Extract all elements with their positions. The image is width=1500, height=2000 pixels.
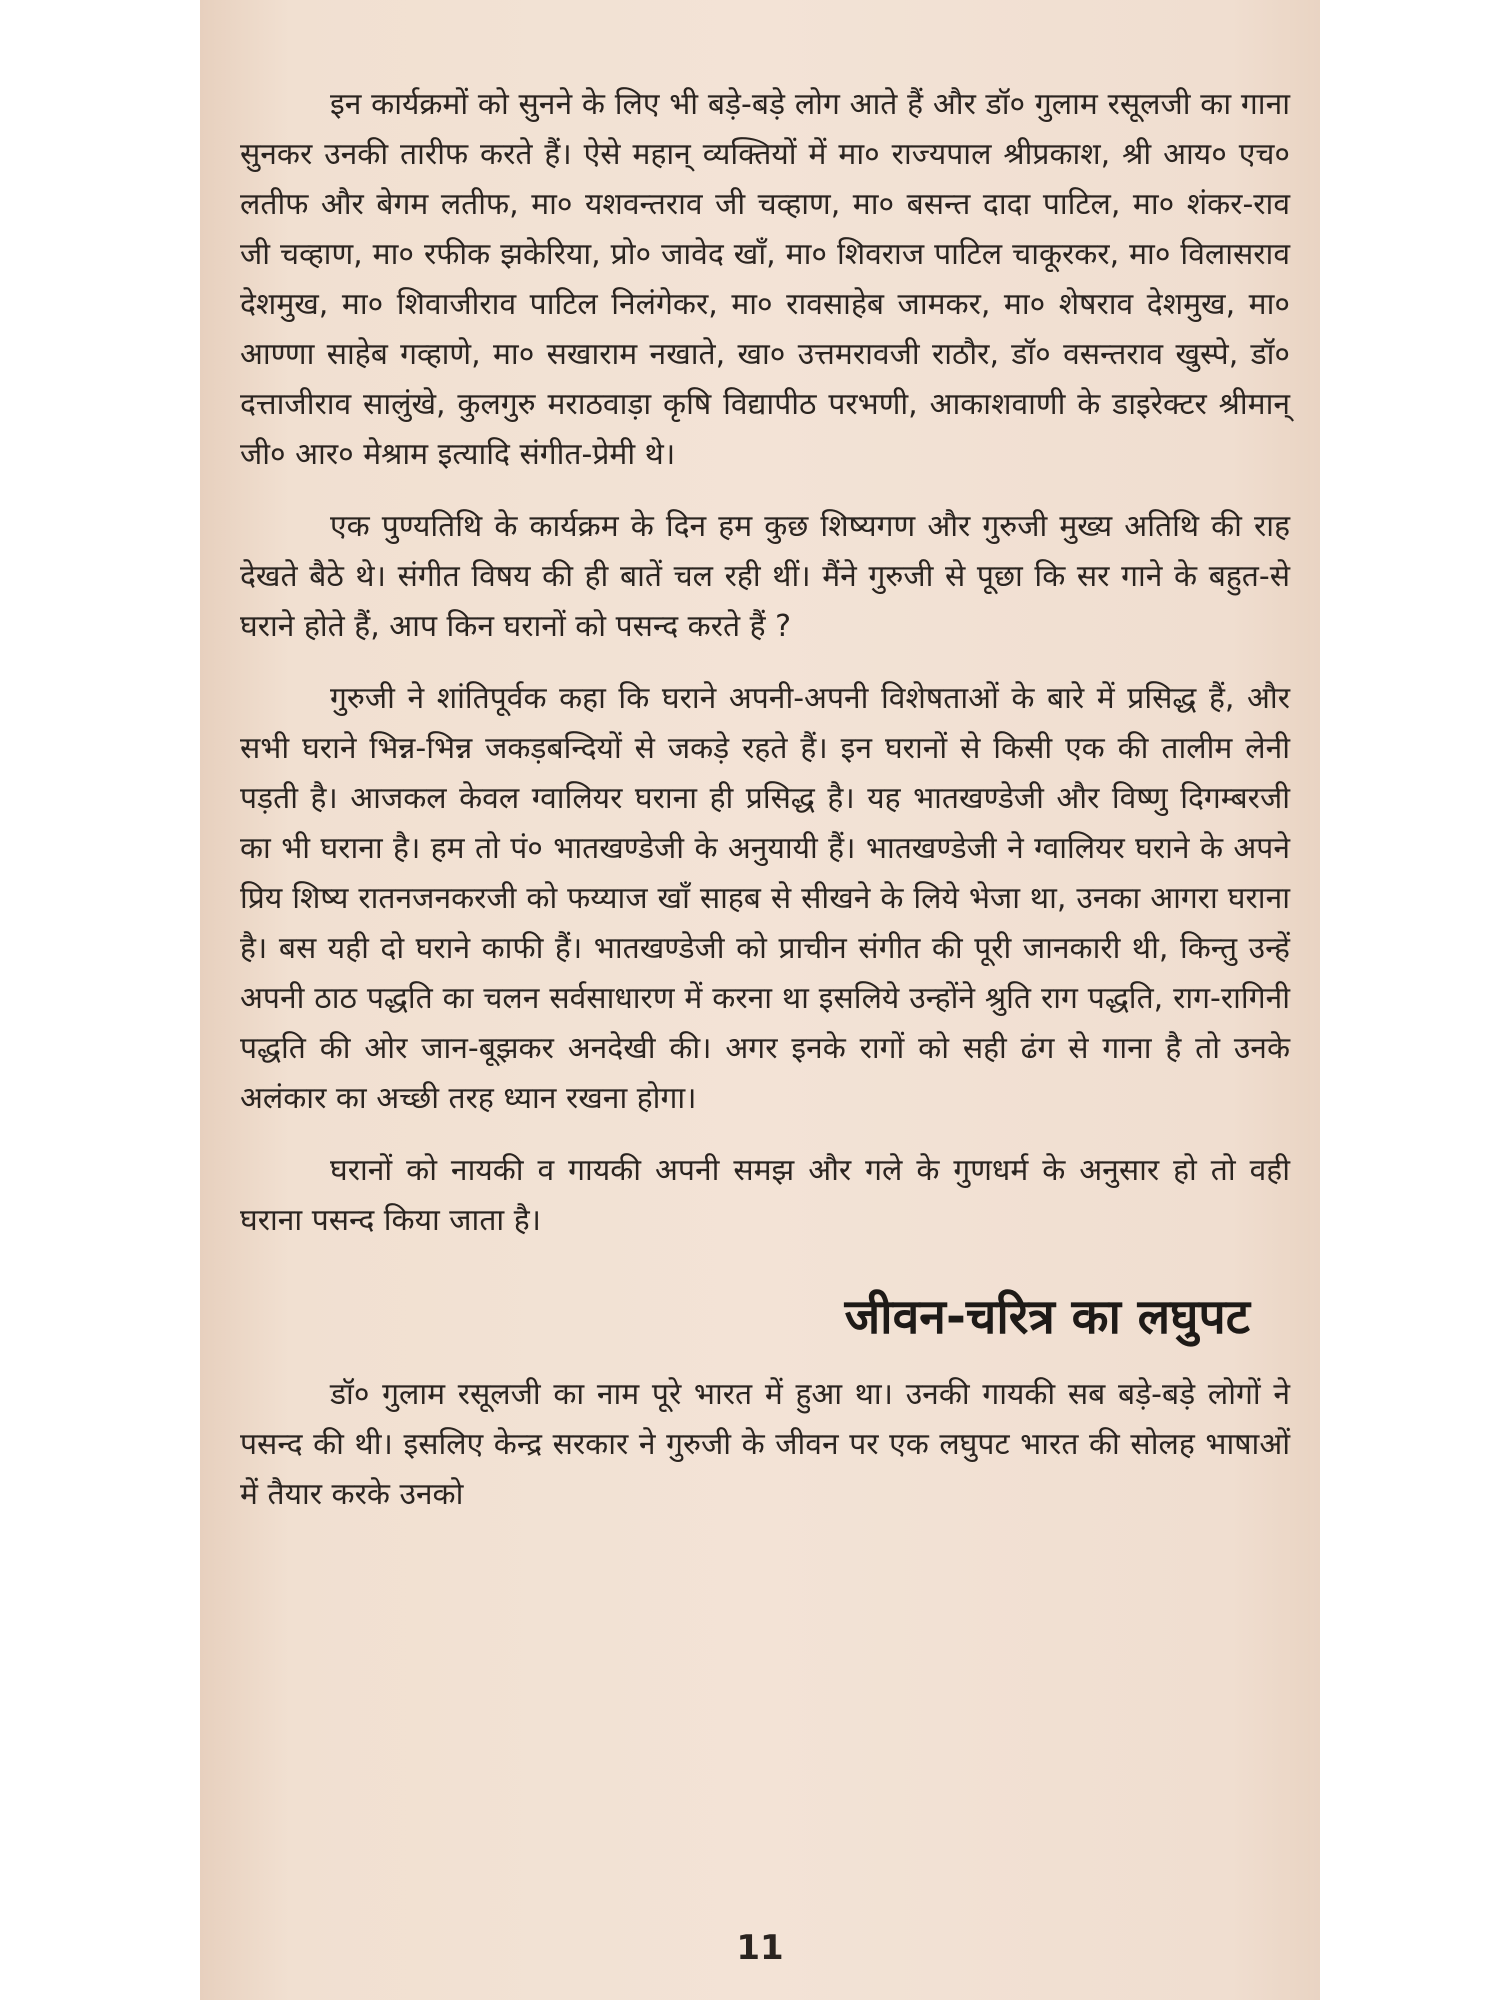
paragraph-question: एक पुण्यतिथि के कार्यक्रम के दिन हम कुछ शिष्यगण और गुरुजी मुख्य अतिथि की राह देखते बैठे थे। संगीत विषय की ही बातें चल रही थीं। मैंने गुरुजी से पूछा कि सर गाने के बहुत-से घराने होते हैं, आप किन घरानों को पसन्द करते हैं ?: [240, 509, 1290, 644]
paragraph-preference: घरानों को नायकी व गायकी अपनी समझ और गले के गुणधर्म के अनुसार हो तो वही घराना पसन्द किया जाता है।: [240, 1153, 1290, 1238]
section-heading: जीवन-चरित्र का लघुपट: [844, 1289, 1250, 1345]
paragraph-gharanas: गुरुजी ने शांतिपूर्वक कहा कि घराने अपनी-अपनी विशेषताओं के बारे में प्रसिद्ध हैं, और सभी घराने भिन्न-भिन्न जकड़बन्दियों से जकड़े रहते हैं। इन घरानों से किसी एक की तालीम लेनी पड़ती है। आजकल केवल ग्वालियर घराना ही प्रसिद्ध है। यह भातखण्डेजी और विष्णु दिगम्बरजी का भी घराना है। हम तो पं० भातखण्डेजी के अनुयायी हैं। भातखण्डेजी ने ग्वालियर घराने के अपने प्रिय शिष्य रातनजनकरजी को फय्याज खाँ साहब से सीखने के लिये भेजा था, उनका आगरा घराना है। बस यही दो घराने काफी हैं। भातखण्डेजी को प्राचीन संगीत की पूरी जानकारी थी, किन्तु उन्हें अपनी ठाठ पद्धति का चलन सर्वसाधारण में करना था इसलिये उन्होंने श्रुति राग पद्धति, राग-रागिनी पद्धति की ओर जान-बूझकर अनदेखी की। अगर इनके रागों को सही ढंग से गाना है तो उनके अलंकार का अच्छी तरह ध्यान रखना होगा।: [240, 681, 1290, 1116]
paragraph-biopic: डॉ० गुलाम रसूलजी का नाम पूरे भारत में हुआ था। उनकी गायकी सब बड़े-बड़े लोगों ने पसन्द की थी। इसलिए केन्द्र सरकार ने गुरुजी के जीवन पर एक लघुपट भारत की सोलह भाषाओं में तैयार करके उनको: [240, 1377, 1290, 1512]
book-page: [200, 0, 1320, 2000]
page-text: [240, 80, 1290, 1542]
paragraph-audience: इन कार्यक्रमों को सुनने के लिए भी बड़े-बड़े लोग आते हैं और डॉ० गुलाम रसूलजी का गाना सुनकर उनकी तारीफ करते हैं। ऐसे महान् व्यक्तियों में मा० राज्यपाल श्रीप्रकाश, श्री आय० एच० लतीफ और बेगम लतीफ, मा० यशवन्तराव जी चव्हाण, मा० बसन्त दादा पाटिल, मा० शंकर-राव जी चव्हाण, मा० रफीक झकेरिया, प्रो० जावेद खाँ, मा० शिवराज पाटिल चाकूरकर, मा० विलासराव देशमुख, मा० शिवाजीराव पाटिल निलंगेकर, मा० रावसाहेब जामकर, मा० शेषराव देशमुख, मा० आण्णा साहेब गव्हाणे, मा० सखाराम नखाते, खा० उत्तमरावजी राठौर, डॉ० वसन्तराव खुस्पे, डॉ० दत्ताजीराव सालुंखे, कुलगुरु मराठवाड़ा कृषि विद्यापीठ परभणी, आकाशवाणी के डाइरेक्टर श्रीमान् जी० आर० मेश्राम इत्यादि संगीत-प्रेमी थे।: [240, 87, 1290, 472]
page-number: 11: [736, 1928, 784, 1968]
